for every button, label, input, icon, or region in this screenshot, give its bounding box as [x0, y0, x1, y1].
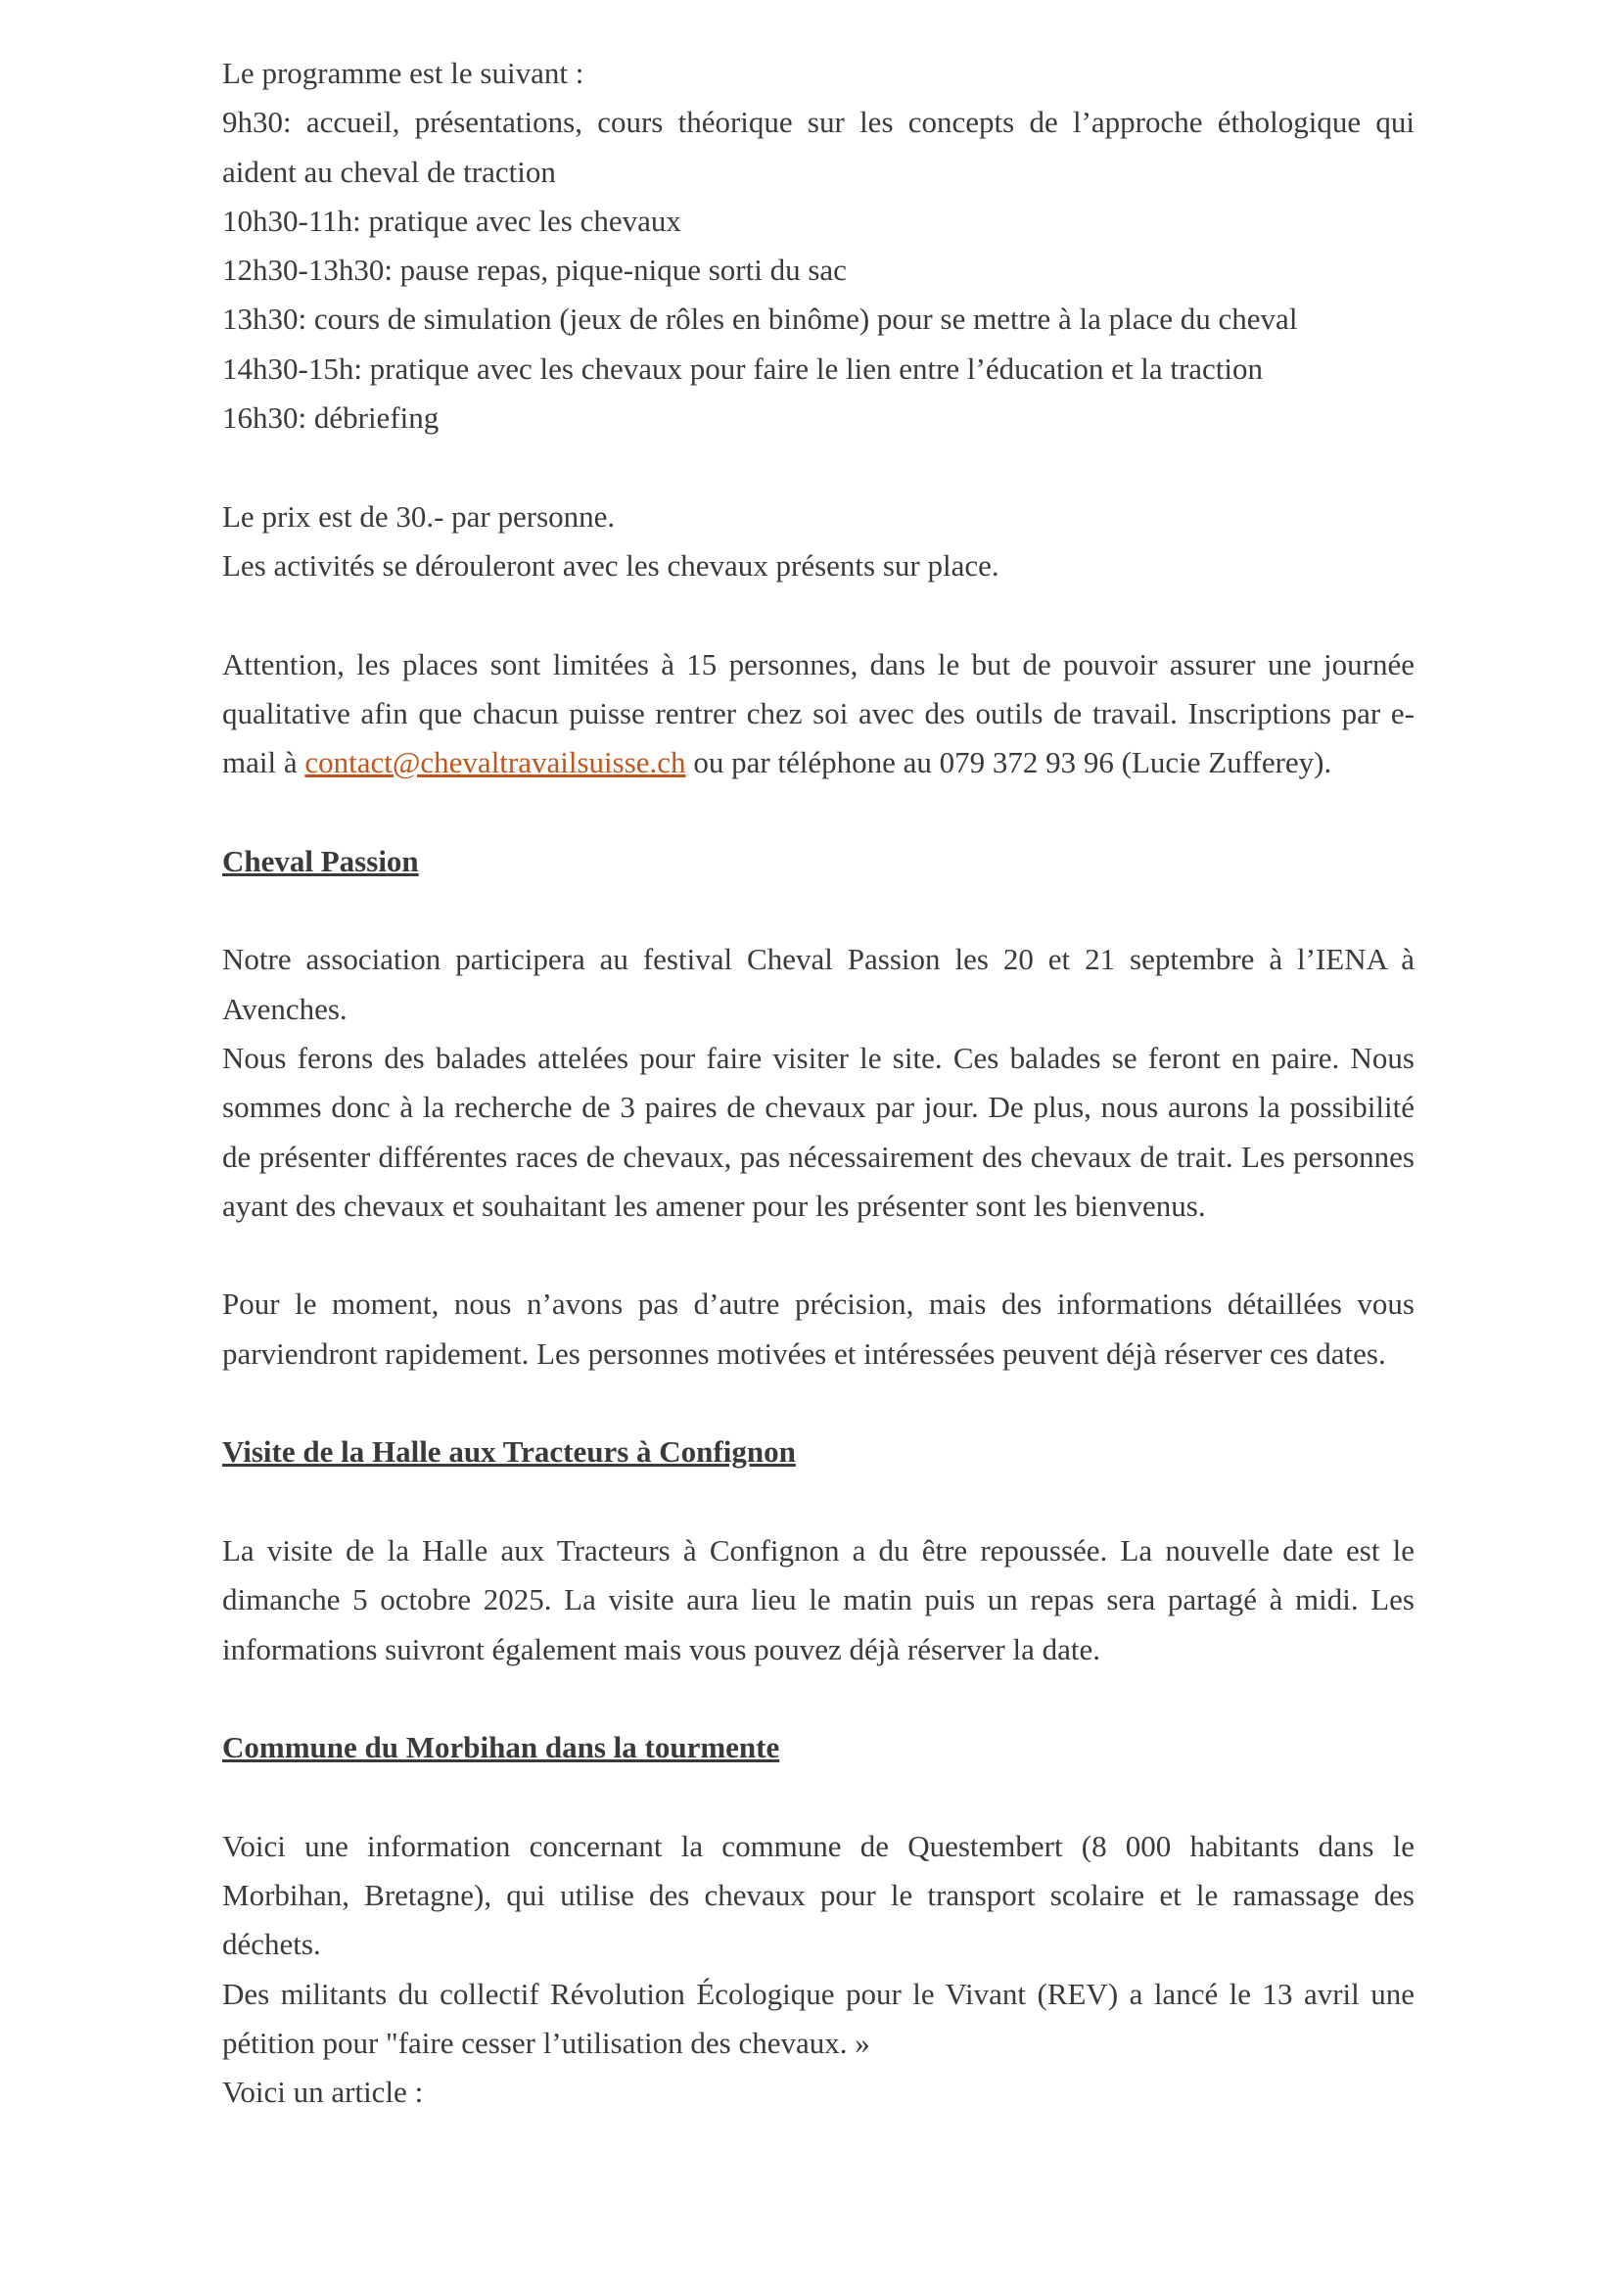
document-page	[222, 49, 1415, 2117]
programme-item: 14h30-15h: pratique avec les chevaux pour faire le lien entre l’éducation et la traction	[222, 351, 1264, 386]
attention-phone-text: ou par téléphone au 079 372 93 96 (Lucie Zufferey).	[685, 745, 1332, 780]
programme-item: 16h30: débriefing	[222, 400, 440, 436]
programme-item: 13h30: cours de simulation (jeux de rôles en binôme) pour se mettre à la place du cheval	[222, 302, 1298, 337]
spacer	[222, 886, 1415, 935]
horses-text: Les activités se dérouleront avec les chevaux présents sur place.	[222, 547, 999, 583]
spacer	[222, 1379, 1415, 1427]
spacer	[222, 1674, 1415, 1723]
spacer	[222, 1231, 1415, 1280]
section-heading-cheval-passion: Cheval Passion	[222, 843, 419, 878]
morbihan-paragraph: Voici un article :	[222, 2075, 424, 2110]
programme-item: 9h30: accueil, présentations, cours théorique sur les concepts de l’approche éthologique qui aident au cheval de traction	[222, 105, 1415, 189]
cheval-passion-paragraph: Pour le moment, nous n’avons pas d’autre précision, mais des informations détaillées vous parviendront rapidement. Les personnes motivées et intéressées peuvent déjà réserver ces dates.	[222, 1287, 1415, 1371]
programme-item: 12h30-13h30: pause repas, pique-nique sorti du sac	[222, 253, 847, 288]
spacer	[222, 1477, 1415, 1526]
section-heading-halle: Visite de la Halle aux Tracteurs à Confignon	[222, 1434, 796, 1470]
contact-email-link[interactable]: contact@chevaltravailsuisse.ch	[304, 745, 686, 780]
programme-item: 10h30-11h: pratique avec les chevaux	[222, 203, 681, 238]
attention-text: Attention, les places sont limitées à 15 personnes, dans le but de pouvoir assurer une journée qualitative afin que chacun puisse rentrer chez soi avec des outils de travail. Inscriptions par e-mail à	[222, 646, 1415, 780]
spacer	[222, 1772, 1415, 1821]
spacer	[222, 787, 1415, 836]
halle-paragraph: La visite de la Halle aux Tracteurs à Confignon a du être repoussée. La nouvelle date est le dimanche 5 octobre 2025. La visite aura lieu le matin puis un repas sera partagé à midi. Les informations suivront également mais vous pouvez déjà réserver la date.	[222, 1532, 1415, 1666]
spacer	[222, 590, 1415, 639]
price-text: Le prix est de 30.- par personne.	[222, 498, 616, 534]
cheval-passion-paragraph: Notre association participera au festival Cheval Passion les 20 et 21 septembre à l’IENA à Avenches.	[222, 942, 1415, 1026]
section-heading-morbihan: Commune du Morbihan dans la tourmente	[222, 1730, 780, 1765]
attention-paragraph	[222, 640, 1415, 788]
spacer	[222, 443, 1415, 491]
morbihan-paragraph: Des militants du collectif Révolution Écologique pour le Vivant (REV) a lancé le 13 avril une pétition pour "faire cesser l’utilisation des chevaux. »	[222, 1976, 1415, 2060]
programme-intro: Le programme est le suivant :	[222, 56, 584, 90]
morbihan-paragraph: Voici une information concernant la commune de Questembert (8 000 habitants dans le Morbihan, Bretagne), qui utilise des chevaux pour le transport scolaire et le ramassage des déchets.	[222, 1828, 1415, 1962]
cheval-passion-paragraph: Nous ferons des balades attelées pour faire visiter le site. Ces balades se feront en paire. Nous sommes donc à la recherche de 3 paires de chevaux par jour. De plus, nous aurons la possibilité de présenter différentes races de chevaux, pas nécessairement des chevaux de trait. Les personnes ayant des chevaux et souhaitant les amener pour les présenter sont les bienvenus.	[222, 1040, 1415, 1223]
